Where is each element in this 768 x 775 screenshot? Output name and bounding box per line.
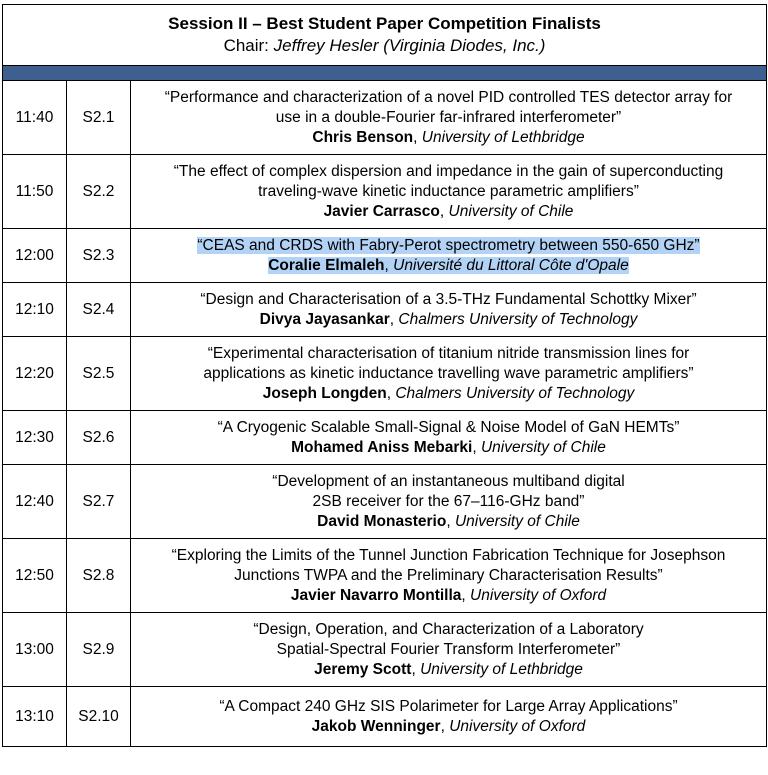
talk-time: 12:50 [3, 539, 67, 613]
author-wrap [317, 513, 580, 530]
session-title: Session II – Best Student Paper Competition Finalists [168, 14, 601, 33]
talk-time: 12:00 [3, 229, 67, 283]
talk-title-line [131, 344, 766, 364]
header-bar [3, 66, 767, 81]
talk-row [3, 337, 767, 411]
talk-author-line [131, 202, 766, 222]
talk-code: S2.3 [67, 229, 131, 283]
talk-author-line [131, 384, 766, 404]
talk-author-line [131, 660, 766, 680]
talk-row [3, 613, 767, 687]
talk-title-line [131, 418, 766, 438]
talk-title-line [131, 492, 766, 512]
talk-code: S2.6 [67, 411, 131, 465]
author-affiliation: Chalmers University of Technology [398, 310, 638, 328]
talk-details [131, 411, 767, 465]
talk-row [3, 465, 767, 539]
author-separator: , [411, 660, 421, 678]
talk-author-line [131, 586, 766, 606]
talk-title-text: “Design, Operation, and Characterization of a Laboratory [253, 620, 644, 638]
talk-time: 12:30 [3, 411, 67, 465]
header-bar-row [3, 66, 767, 81]
talk-row [3, 229, 767, 283]
talk-title-text: “Development of an instantaneous multiband digital [272, 472, 625, 490]
talk-row [3, 411, 767, 465]
author-affiliation: University of Chile [480, 438, 606, 456]
author-affiliation: University of Lethbridge [421, 128, 585, 146]
author-name: Jeremy Scott [314, 660, 412, 678]
author-separator: , [384, 256, 394, 274]
talk-row [3, 155, 767, 229]
author-wrap [312, 718, 586, 735]
talk-code: S2.10 [67, 687, 131, 747]
author-separator: , [439, 202, 449, 220]
talk-row [3, 687, 767, 747]
talk-title-line [131, 162, 766, 182]
talk-code: S2.1 [67, 81, 131, 155]
author-name: David Monasterio [317, 512, 447, 530]
talk-title-text: traveling-wave kinetic inductance parametric amplifiers” [258, 182, 639, 200]
talk-time: 11:40 [3, 81, 67, 155]
author-name: Mohamed Aniss Mebarki [291, 438, 473, 456]
session-header-row [3, 5, 767, 66]
talk-title-text: “The effect of complex dispersion and impedance in the gain of superconducting [173, 162, 724, 180]
talk-code: S2.4 [67, 283, 131, 337]
talk-time: 13:00 [3, 613, 67, 687]
talk-title-text: “A Cryogenic Scalable Small-Signal & Noise Model of GaN HEMTs” [217, 418, 680, 436]
author-separator: , [472, 438, 481, 456]
talk-title-text: Spatial-Spectral Fourier Transform Interferometer” [276, 640, 621, 658]
talk-time: 11:50 [3, 155, 67, 229]
author-separator: , [440, 717, 450, 735]
talk-code: S2.7 [67, 465, 131, 539]
author-wrap [291, 439, 606, 456]
author-wrap [312, 129, 584, 146]
author-name: Joseph Longden [262, 384, 387, 402]
talk-details [131, 613, 767, 687]
talk-time: 13:10 [3, 687, 67, 747]
talk-details [131, 687, 767, 747]
talk-code: S2.2 [67, 155, 131, 229]
talk-title-line [131, 364, 766, 384]
author-affiliation: Université du Littoral Côte d'Opale [393, 256, 629, 274]
talk-title-line [131, 290, 766, 310]
talk-row [3, 539, 767, 613]
talk-details [131, 539, 767, 613]
talk-title-text: 2SB receiver for the 67–116-GHz band” [312, 492, 585, 510]
author-affiliation: University of Oxford [449, 717, 586, 735]
author-wrap [324, 203, 574, 220]
talk-title-text: use in a double-Fourier far-infrared interferometer” [275, 108, 622, 126]
talk-time: 12:40 [3, 465, 67, 539]
talk-time: 12:10 [3, 283, 67, 337]
author-wrap [268, 257, 629, 274]
author-name: Jakob Wenninger [311, 717, 441, 735]
session-header [3, 5, 767, 66]
talk-time: 12:20 [3, 337, 67, 411]
author-wrap [291, 587, 606, 604]
talk-title-text: applications as kinetic inductance travelling wave parametric amplifiers” [203, 364, 694, 382]
author-name: Chris Benson [312, 128, 414, 146]
author-affiliation: University of Oxford [470, 586, 607, 604]
author-wrap [260, 311, 638, 328]
talk-title-line [131, 182, 766, 202]
author-name: Divya Jayasankar [259, 310, 390, 328]
talk-details [131, 155, 767, 229]
talk-code: S2.5 [67, 337, 131, 411]
chair-label: Chair: [223, 36, 274, 55]
author-name: Javier Carrasco [323, 202, 440, 220]
author-wrap [263, 385, 635, 402]
talk-title-line [131, 236, 766, 256]
talk-author-line [131, 512, 766, 532]
talk-title-line [131, 697, 766, 717]
author-name: Coralie Elmaleh [268, 256, 385, 274]
session-chair [3, 35, 766, 57]
talk-title-line [131, 640, 766, 660]
talk-title-text: “A Compact 240 GHz SIS Polarimeter for Large Array Applications” [219, 697, 678, 715]
author-separator: , [446, 512, 455, 530]
talk-title-text: Junctions TWPA and the Preliminary Characterisation Results” [234, 566, 663, 584]
chair-name: Jeffrey Hesler (Virginia Diodes, Inc.) [273, 36, 546, 55]
talk-author-line [131, 128, 766, 148]
talk-author-line [131, 256, 766, 276]
talk-title-line [131, 566, 766, 586]
talk-details [131, 465, 767, 539]
talk-author-line [131, 438, 766, 458]
author-separator: , [413, 128, 422, 146]
schedule-table [2, 4, 767, 747]
talk-details [131, 283, 767, 337]
talk-title-line [131, 472, 766, 492]
talk-details [131, 337, 767, 411]
talk-author-line [131, 717, 766, 737]
talk-title-text: “CEAS and CRDS with Fabry-Perot spectrometry between 550-650 GHz” [197, 236, 700, 254]
talk-title-text: “Exploring the Limits of the Tunnel Junction Fabrication Technique for Josephson [171, 546, 726, 564]
author-affiliation: University of Chile [454, 512, 580, 530]
author-affiliation: University of Chile [448, 202, 574, 220]
talk-author-line [131, 310, 766, 330]
talk-title-line [131, 546, 766, 566]
author-separator: , [461, 586, 471, 604]
talk-code: S2.8 [67, 539, 131, 613]
author-wrap [314, 661, 583, 678]
talk-details [131, 229, 767, 283]
author-separator: , [386, 384, 396, 402]
author-affiliation: University of Lethbridge [420, 660, 583, 678]
author-separator: , [389, 310, 399, 328]
talk-title-line [131, 620, 766, 640]
talk-title-line [131, 108, 766, 128]
author-name: Javier Navarro Montilla [290, 586, 462, 604]
talk-title-text: “Design and Characterisation of a 3.5-THz Fundamental Schottky Mixer” [200, 290, 697, 308]
talk-code: S2.9 [67, 613, 131, 687]
author-affiliation: Chalmers University of Technology [395, 384, 635, 402]
talk-title-text: “Performance and characterization of a novel PID controlled TES detector array for [164, 88, 733, 106]
talk-title-line [131, 88, 766, 108]
talk-row [3, 81, 767, 155]
talk-row [3, 283, 767, 337]
talk-title-text: “Experimental characterisation of titanium nitride transmission lines for [207, 344, 690, 362]
talk-details [131, 81, 767, 155]
